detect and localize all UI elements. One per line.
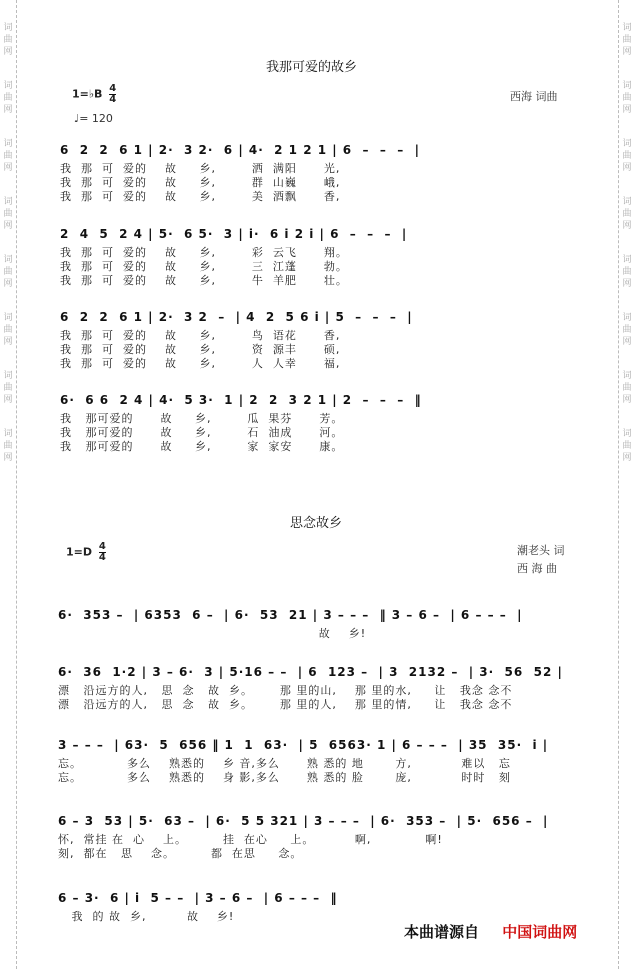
source-site-link[interactable]: 中国词曲网 [502,923,578,941]
song1-time-signature [109,84,116,105]
watermark-char: 网 [622,337,632,347]
song1-notes-line: 2 4 5 2 4 | 5· 6 5· 3 | i· 6 i 2 i | 6 – – – | [60,227,408,241]
song2-notes-line: 6 – 3 53 | 5· 63 – | 6· 5 5 321 | 3 – – – | 6· 353 – | 5· 656 – | [58,814,549,828]
song1-lyric-line: 我 那 可 爱的 故 乡, 群 山巍 峨, [60,176,341,189]
watermark-group [3,370,12,406]
watermark-char: 网 [3,337,13,347]
watermark-char: 曲 [3,441,13,451]
song2-time-signature [99,542,106,563]
watermark-char: 词 [3,429,13,439]
song2-lyric-line: 忘。 多么 熟悉的 乡 音,多么 熟 悉的 地 方, 难以 忘 [58,757,511,770]
song2-credit-lyrics: 潮老头 词 [517,544,565,557]
watermark-char: 网 [622,47,632,57]
song2-lyric-line: 故 乡! [58,627,367,640]
song1-lyric-line: 我 那可爱的 故 乡, 瓜 果芬 芳。 [60,412,344,425]
watermark-char: 网 [3,221,13,231]
watermark-char: 曲 [622,209,632,219]
song2-lyric-line: 忘。 多么 熟悉的 身 影,多么 熟 悉的 脸 庞, 时时 刻 [58,771,511,784]
watermark-group [622,428,631,464]
source-label: 本曲谱源自 [404,923,480,941]
watermark-group [622,138,631,174]
song2-title: 思念故乡 [290,516,343,531]
watermark-char: 网 [3,105,13,115]
watermark-char: 词 [622,255,632,265]
watermark-char: 曲 [622,151,632,161]
watermark-char: 词 [622,313,632,323]
watermark-char: 曲 [622,325,632,335]
watermark-left [0,0,17,969]
song1-credit: 西海 词曲 [510,90,558,103]
watermark-group [3,196,12,232]
song1-lyric-line: 我 那 可 爱的 故 乡, 资 源丰 硕, [60,343,341,356]
watermark-char: 网 [3,47,13,57]
song1-notes-line: 6· 6 6 2 4 | 4· 5 3· 1 | 2 2 3 2 1 | 2 – – – ‖ [60,393,422,407]
watermark-group [3,80,12,116]
watermark-char: 词 [3,371,13,381]
song2-notes-line: 3 – – – | 63· 5 656 ‖ 1 1 63· | 5 6563· 1 | 6 – – – | 35 35· i | [58,738,549,752]
song1-title: 我那可爱的故乡 [266,60,358,75]
watermark-char: 曲 [622,441,632,451]
watermark-group [3,254,12,290]
watermark-char: 曲 [622,267,632,277]
watermark-char: 词 [3,197,13,207]
watermark-char: 网 [622,221,632,231]
song1-tempo: ♩= 120 [74,112,113,125]
song2-time-bottom: 4 [98,552,106,563]
watermark-char: 词 [3,139,13,149]
song1-notes-line: 6 2 2 6 1 | 2· 3 2· 6 | 4· 2 1 2 1 | 6 – – – | [60,143,420,157]
watermark-group [622,22,631,58]
watermark-char: 网 [622,453,632,463]
song1-lyric-line: 我 那 可 爱的 故 乡, 牛 羊肥 壮。 [60,274,348,287]
song1-lyric-line: 我 那 可 爱的 故 乡, 洒 满阳 光, [60,162,341,175]
song2-lyric-line: 刻, 都在 思 念。 都 在思 念。 [58,847,303,860]
watermark-char: 曲 [3,325,13,335]
watermark-group [622,312,631,348]
song2-key [66,542,106,563]
watermark-char: 曲 [3,209,13,219]
watermark-char: 词 [3,313,13,323]
watermark-group [3,428,12,464]
watermark-char: 网 [622,105,632,115]
watermark-char: 词 [3,81,13,91]
watermark-char: 词 [3,255,13,265]
song1-lyric-line: 我 那 可 爱的 故 乡, 鸟 语花 香, [60,329,341,342]
song2-notes-line: 6· 353 – | 6353 6 – | 6· 53 21 | 3 – – – ‖ 3 – 6 – | 6 – – – | [58,608,523,622]
watermark-char: 网 [3,453,13,463]
watermark-char: 曲 [3,383,13,393]
song1-lyric-line: 我 那 可 爱的 故 乡, 彩 云飞 翔。 [60,246,348,259]
watermark-group [3,312,12,348]
watermark-char: 曲 [3,151,13,161]
watermark-char: 词 [622,197,632,207]
watermark-char: 网 [3,163,13,173]
song2-lyric-line: 怀, 常挂 在 心 上。 挂 在心 上。 啊, 啊! [58,833,443,846]
watermark-char: 词 [622,371,632,381]
watermark-char: 网 [3,395,13,405]
watermark-char: 网 [622,163,632,173]
source-credit [404,921,577,942]
watermark-group [622,80,631,116]
watermark-char: 曲 [3,93,13,103]
song2-key-text: 1=D [66,545,93,559]
song2-lyric-line: 漂 沿远方的人, 思 念 故 乡。 那 里的人, 那 里的情, 让 我念 念不 [58,698,513,711]
watermark-char: 网 [622,279,632,289]
watermark-char: 词 [622,81,632,91]
watermark-char: 词 [622,429,632,439]
song1-time-bottom: 4 [109,94,117,105]
song1-time-top: 4 [109,83,117,94]
song2-notes-line: 6 – 3· 6 | i 5 – – | 3 – 6 – | 6 – – – ‖ [58,891,338,905]
watermark-char: 词 [622,23,632,33]
song1-key-text: 1=♭B [72,87,103,101]
song1-lyric-line: 我 那 可 爱的 故 乡, 美 酒飘 香, [60,190,341,203]
song1-lyric-line: 我 那 可 爱的 故 乡, 人 人幸 福, [60,357,341,370]
song2-notes-line: 6· 36 1·2 | 3 – 6· 3 | 5·16 – – | 6 123 – | 3 2132 – | 3· 56 52 | [58,665,563,679]
watermark-char: 词 [3,23,13,33]
watermark-group [3,138,12,174]
song2-credit-music: 西 海 曲 [517,562,557,575]
song2-lyric-line: 我 的 故 乡, 故 乡! [58,910,235,923]
watermark-char: 曲 [3,267,13,277]
song2-lyric-line: 漂 沿远方的人, 思 念 故 乡。 那 里的山, 那 里的水, 让 我念 念不 [58,684,513,697]
watermark-char: 网 [3,279,13,289]
watermark-group [622,254,631,290]
watermark-char: 曲 [622,383,632,393]
song1-lyric-line: 我 那 可 爱的 故 乡, 三 江蓬 勃。 [60,260,348,273]
watermark-group [622,370,631,406]
watermark-char: 曲 [622,93,632,103]
watermark-char: 网 [622,395,632,405]
watermark-group [622,196,631,232]
song1-notes-line: 6 2 2 6 1 | 2· 3 2 – | 4 2 5 6 i | 5 – – – | [60,310,413,324]
song2-time-top: 4 [98,541,106,552]
song1-lyric-line: 我 那可爱的 故 乡, 家 家安 康。 [60,440,344,453]
watermark-char: 曲 [3,35,13,45]
watermark-char: 曲 [622,35,632,45]
song1-lyric-line: 我 那可爱的 故 乡, 石 油成 河。 [60,426,344,439]
watermark-group [3,22,12,58]
song1-key [72,84,116,105]
watermark-right [618,0,635,969]
watermark-char: 词 [622,139,632,149]
